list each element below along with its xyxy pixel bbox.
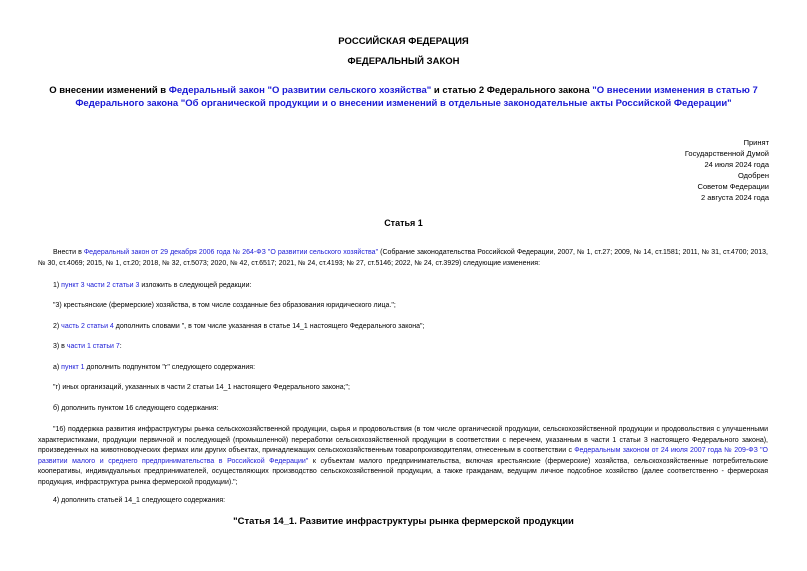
item-1-text: "3) крестьянские (фермерские) хозяйства, в том числе созданные без образования юридического лица."; (53, 302, 396, 309)
approved-label: Одобрен (738, 171, 769, 180)
title-text-1: О внесении изменений в (49, 85, 169, 96)
approved-by: Советом Федерации (697, 182, 769, 191)
item-3a-text: "г) иных организаций, указанных в части 2 статьи 14_1 настоящего Федерального закона;"; (53, 384, 350, 391)
item-3-pre: 3) в (53, 343, 67, 350)
item-1-pre: 1) (53, 282, 62, 289)
item-2 (53, 322, 768, 333)
doc-type-heading: ФЕДЕРАЛЬНЫЙ ЗАКОН (347, 56, 460, 67)
item-3 (53, 342, 768, 353)
item-2-link[interactable]: часть 2 статьи 4 (61, 323, 114, 330)
item-3a (53, 363, 768, 374)
approved-date: 2 августа 2024 года (700, 193, 769, 202)
item-16-link[interactable]: Федеральным законом от 24 июля 2007 года № 209-ФЗ "О развитии малого и среднего предпринимательства в Российской Федерации" (38, 447, 768, 465)
title-link-organic-law[interactable]: "О внесении изменения в статью 7 Федерального закона "Об органической продукции и о внесении изменений в отдельные законодательные акты Российской Федерации" (75, 85, 758, 109)
intro-link-law[interactable]: Федеральный закон от 29 декабря 2006 года № 264-ФЗ "О развитии сельского хозяйства" (83, 249, 379, 256)
title-link-agri-law[interactable]: Федеральный закон "О развитии сельского хозяйства" (168, 85, 432, 96)
accepted-by: Государственной Думой (684, 149, 769, 158)
item-2-pre: 2) (53, 323, 62, 330)
item-3a-pre: а) (53, 364, 62, 371)
item-3-link[interactable]: части 1 статьи 7 (66, 343, 120, 350)
item-1-post: изложить в следующей редакции: (139, 282, 252, 289)
title-text-2: и статью 2 Федерального закона (431, 85, 593, 96)
item-3a-link[interactable]: пункт 1 (61, 364, 85, 371)
article-heading: Статья 1 (384, 218, 423, 228)
item-1-link[interactable]: пункт 3 части 2 статьи 3 (61, 282, 140, 289)
item-3-post: : (119, 343, 122, 350)
item-16-pre: "16) поддержка развития инфраструктуры рынка сельскохозяйственной продукции, сырья и продовольствия (в том числе органической продукции, сельскохозяйственной продукции и продовольствия с улучшенными характеристиками, продукции первичной и последующей (промышленной) переработки сельскохозяйственной продукции в соответствии с перечнем, указанным в части 1 статьи 3 настоящего Федерального закона), произведенных на животноводческих фермах или других объектах, принадлежащих сельскохозяйственным товаропроизводителям, отнесенным в соответствии с (38, 426, 768, 454)
item-16-post: к субъектам малого предпринимательства, включая крестьянские (фермерские) хозяйства, сельскохозяйственные потребительские кооперативы, индивидуальных предпринимателей, осуществляющих производство сельскохозяйственной продукции, а также гражданам, ведущим личное подсобное хозяйство (далее соответственно - фермерская продукция, инфраструктура рынка фермерской продукции)."; (38, 457, 769, 486)
item-4: 4) дополнить статьей 14_1 следующего содержания: (53, 497, 226, 504)
law-title (30, 84, 777, 110)
intro-text-pre: Внести в (53, 249, 84, 256)
item-16 (38, 425, 768, 488)
accepted-date: 24 июля 2024 года (704, 160, 769, 169)
item-2-post: дополнить словами ", в том числе указанная в статье 14_1 настоящего Федерального закона"; (113, 323, 425, 330)
country-heading: РОССИЙСКАЯ ФЕДЕРАЦИЯ (338, 36, 469, 47)
accepted-label: Принят (743, 138, 769, 147)
item-3b: б) дополнить пунктом 16 следующего содержания: (53, 405, 219, 412)
item-3a-post: дополнить подпунктом "г" следующего содержания: (84, 364, 256, 371)
article-intro (38, 248, 768, 269)
item-1 (53, 281, 768, 292)
article-14-1-heading: "Статья 14_1. Развитие инфраструктуры рынка фермерской продукции (233, 516, 574, 527)
intro-text-post: (Собрание законодательства Российской Федерации, 2007, № 1, ст.27; 2009, № 14, ст.1581; 2011, № 31, ст.4700; 2013, № 30, ст.4069; 2015, № 1, ст.20; 2018, № 32, ст.5073; 2020, № 42, ст.6517; 2021, № 24, ст.4193; № 27, ст.5146; 2022, № 24, ст.3929) следующие изменения: (38, 249, 768, 267)
acceptance-block (569, 137, 769, 203)
